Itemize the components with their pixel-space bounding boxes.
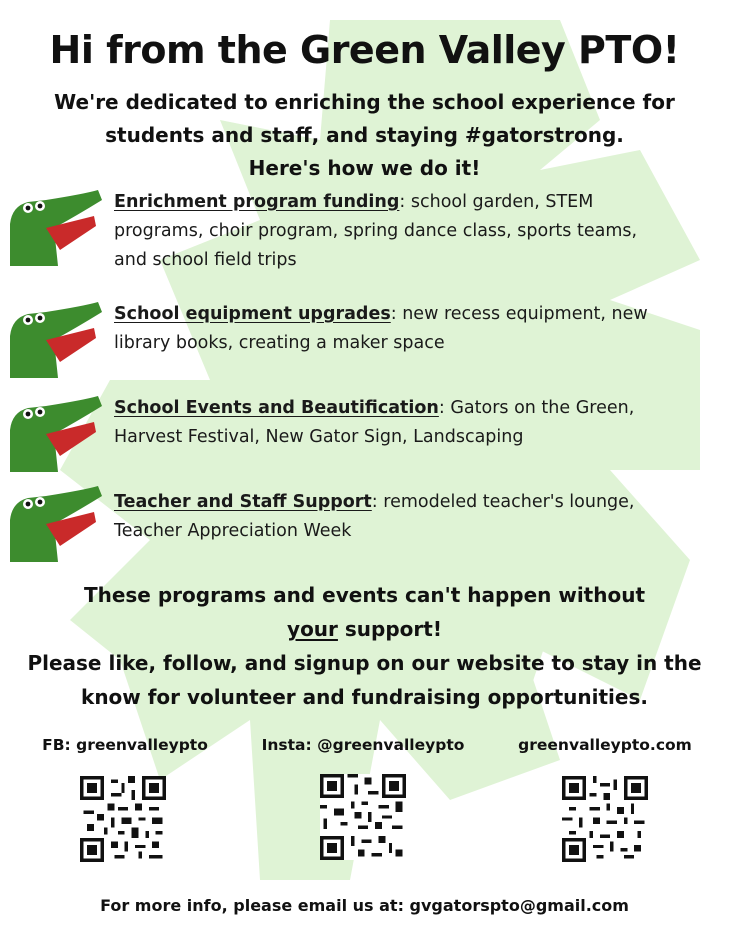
item-colon: : [399,192,411,212]
item-colon: : [438,398,451,418]
item-heading: Teacher and Staff Support [114,492,372,512]
item-text [114,488,674,546]
website-label: greenvalleypto.com [518,736,692,754]
item-description: Gators on the Green, Harvest Festival, New Gator Sign, Landscaping [114,398,635,447]
alligator-icon [6,394,106,472]
alligator-icon [6,484,106,562]
intro-line-1: We're dedicated to enriching the school experience for [54,90,675,114]
closing-line-3: Please like, follow, and signup on our website to stay in the [27,651,702,675]
intro-line-3: Here's how we do it! [248,156,481,180]
item-description: school garden, STEM programs, choir program, spring dance class, sports teams, and school field trips [114,192,638,270]
instagram-label: Insta: @greenvalleypto [261,736,465,754]
item-heading: School equipment upgrades [114,304,391,324]
item-description: remodeled teacher's lounge, Teacher Appreciation Week [114,492,635,541]
closing-line-2-rest: support! [337,617,442,641]
page-title: Hi from the Green Valley PTO! [49,28,680,72]
item-description: new recess equipment, new library books, creating a maker space [114,304,648,353]
facebook-qr-code-icon[interactable] [80,776,166,862]
alligator-icon [6,300,106,378]
alligator-icon [6,188,106,266]
closing-message [0,578,729,714]
closing-line-4: know for volunteer and fundraising opportunities. [81,685,648,709]
item-colon: : [371,492,384,512]
item-heading: School Events and Beautification [114,398,439,418]
closing-line-2 [0,612,729,646]
intro-text [20,86,709,185]
intro-line-2: students and staff, and staying #gatorstrong. [105,123,624,147]
instagram-qr-code-icon[interactable] [320,774,406,860]
item-heading: Enrichment program funding [114,192,400,212]
contact-footer: For more info, please email us at: gvgatorspto@gmail.com [100,896,629,915]
item-text [114,394,674,452]
item-colon: : [390,304,403,324]
website-qr-code-icon[interactable] [562,776,648,862]
facebook-label: FB: greenvalleypto [42,736,208,754]
item-text [114,300,674,358]
closing-line-1: These programs and events can't happen without [83,583,646,607]
closing-emphasis: your [287,617,338,641]
item-text [114,188,674,275]
